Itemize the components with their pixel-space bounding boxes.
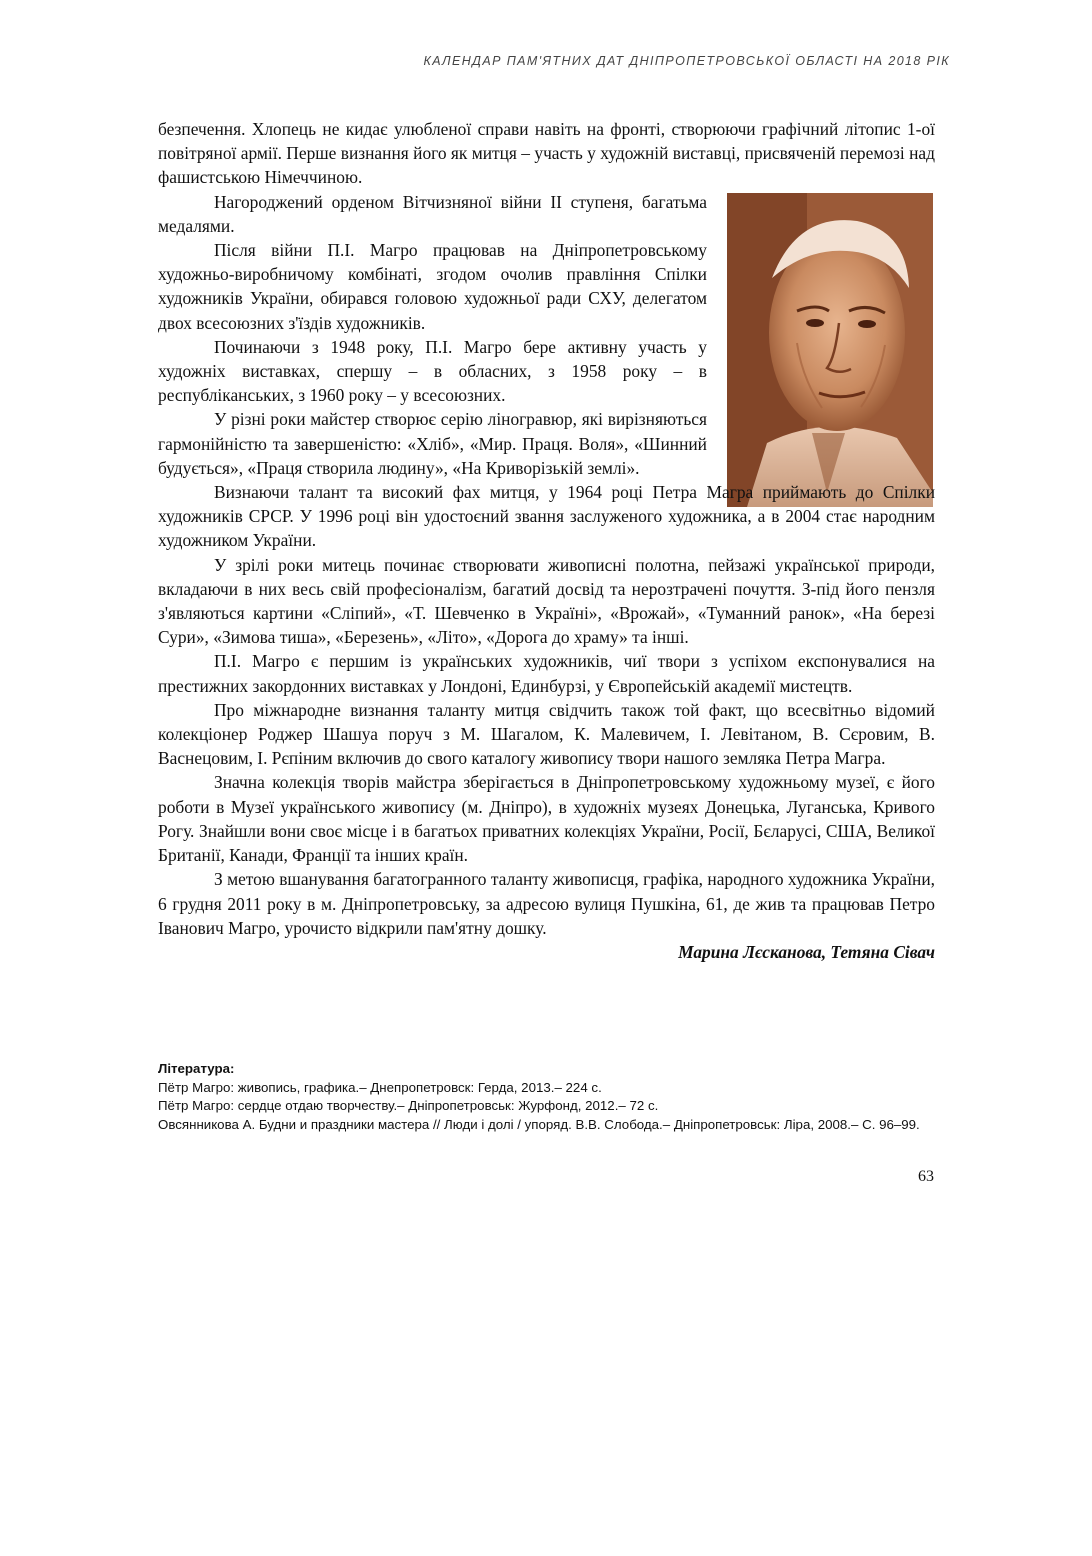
literature-heading: Література: [158,1061,235,1076]
paragraph-2: Нагороджений орденом Вітчизняної війни ІІ ступеня, багатьма медалями. [158,191,707,236]
paragraph-10: Значна колекція творів майстра зберігається в Дніпропетровському художньому музеї, є його роботи в Музеї українського живопису (м. Дніпро), в художніх музеях Донецька, Луганська, Кривого Рогу. Знайшли вони своє місце і в багатьох приватних колекціях України, Росії, Бєларусі, США, Великої Британії, Канади, Франції та інших країн. [158,772,935,866]
running-header: КАЛЕНДАР ПАМ'ЯТНИХ ДАТ ДНІПРОПЕТРОВСЬКОЇ ОБЛАСТІ НА 2018 РІК [423,54,950,68]
paragraph-11: З метою вшанування багатогранного таланту живописця, графіка, народного художника України, 6 грудня 2011 року в м. Дніпропетровську, за адресою вулиця Пушкіна, 61, де жив та працював Петро Іванович Магро, урочисто відкрили пам'ятну дошку. [158,869,935,938]
literature-item: Пётр Магро: живопись, графика.– Днепропетровск: Герда, 2013.– 224 с. [158,1079,602,1095]
paragraph-5: У різні роки майстер створює серію ліногравюр, які вирізняються гармонійністю та завершеністю: «Хліб», «Мир. Праця. Воля», «Шинний будується», «Праця створила людину», «На Криворізькій землі». [158,409,707,478]
paragraph-9: Про міжнародне визнання таланту митця свідчить також той факт, що всесвітньо відомий колекціонер Роджер Шашуа поруч з М. Шагалом, К. Малевичем, І. Левітаном, В. Сєровим, В. Васнецовим, І. Рєпіним включив до свого каталогу живопису твори нашого земляка Петра Магра. [158,699,935,769]
literature-item: Овсянникова А. Будни и праздники мастера // Люди і долі / упоряд. В.В. Слобода.– Дніпропетровськ: Ліра, 2008.– С. 96–99. [158,1116,920,1132]
page-number: 63 [918,1168,934,1185]
text-beside-photo [158,190,707,480]
paragraph-6: Визнаючи талант та високий фах митця, у 1964 році Петра Магра приймають до Спілки художників СРСР. У 1996 році він удостоєний звання заслуженого художника, а в 2004 стає народним художником України. [158,482,935,551]
literature-section [158,1060,938,1134]
article-body [158,117,935,964]
paragraph-7: У зрілі роки митець починає створювати живописні полотна, пейзажі української природи, вкладаючи в них весь свій професіоналізм, багатий досвід та нерозтрачені почуття. З-під його пензля з'являються картини «Сліпий», «Т. Шевченко в Україні», «Врожай», «Туманний ранок», «На березі Сури», «Зимова тиша», «Березень», «Літо», «Дорога до храму» та інші. [158,554,935,648]
paragraph-1: безпечення. Хлопець не кидає улюбленої справи навіть на фронті, створюючи графічний літопис 1-ої повітряної армії. Перше визнання його як митця – участь у художній виставці, присвяченій перемозі над фашистською Німеччиною. [158,119,935,188]
paragraph-4: Починаючи з 1948 року, П.І. Магро бере активну участь у художніх виставках, спершу – в обласних, з 1958 року – в республіканських, з 1960 року – у всесоюзних. [158,336,707,406]
paragraph-3: Після війни П.І. Магро працював на Дніпропетровському художньо-виробничому комбінаті, згодом очолив правління Спілки художників України, обирався головою художньої ради СХУ, делегатом двох всесоюзних з'їздів художників. [158,240,707,333]
literature-item: Пётр Магро: сердце отдаю творчеству.– Дніпропетровськ: Журфонд, 2012.– 72 с. [158,1098,659,1113]
paragraph-8: П.І. Магро є першим із українських художників, чиї твори з успіхом експонувалися на престижних закордонних виставках у Лондоні, Единбурзі, у Європейській академії мистецтв. [158,651,935,696]
author-signature: Марина Лєсканова, Тетяна Сівач [678,941,935,962]
